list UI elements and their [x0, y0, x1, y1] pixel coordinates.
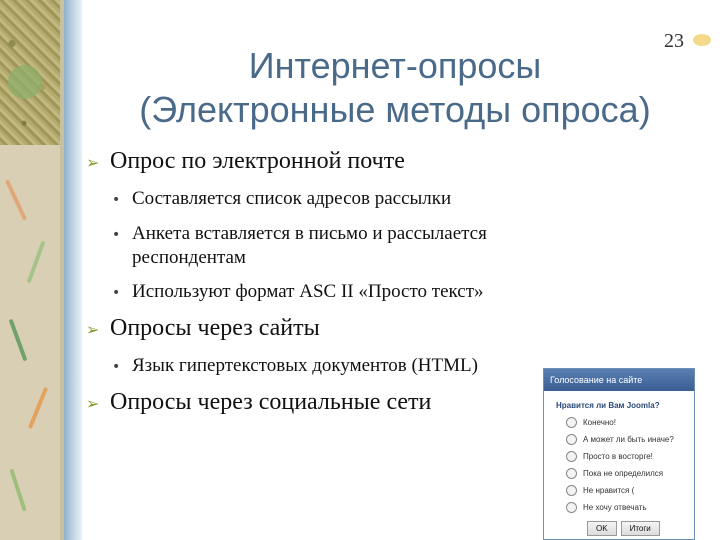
poll-option[interactable] — [544, 448, 694, 465]
section-heading — [86, 315, 666, 342]
slide-number: 23 — [664, 30, 684, 52]
poll-option[interactable] — [544, 499, 694, 516]
section-heading-text: Опрос по электронной почте — [110, 148, 405, 174]
decorative-line — [5, 179, 27, 221]
arrow-right-icon: ➢ — [86, 394, 100, 413]
decorative-circle — [8, 65, 42, 99]
results-button[interactable]: Итоги — [621, 521, 660, 536]
decorative-gradient-stripe — [64, 0, 82, 540]
ok-button[interactable]: OK — [587, 521, 617, 536]
section-heading-text: Опросы через сайты — [110, 315, 320, 341]
poll-option[interactable] — [544, 414, 694, 431]
poll-option[interactable] — [544, 482, 694, 499]
list-item-text: Используют формат ASC II «Просто текст» — [132, 281, 484, 302]
bullet-icon: • — [112, 192, 121, 208]
poll-option[interactable] — [544, 431, 694, 448]
list-item — [112, 187, 666, 212]
bullet-icon: • — [112, 359, 121, 375]
poll-option-label: Не хочу отвечать — [583, 503, 647, 512]
radio-button[interactable] — [566, 451, 577, 462]
decorative-line — [27, 241, 46, 284]
slide-title — [100, 44, 690, 132]
decorative-line — [9, 468, 26, 511]
poll-option-label: Пока не определился — [583, 469, 664, 478]
poll-option-label: Конечно! — [583, 418, 616, 427]
poll-question: Нравится ли Вам Joomla? — [556, 401, 660, 410]
bullet-icon: • — [112, 227, 121, 243]
list-item-text: Составляется список адресов рассылки — [132, 188, 452, 209]
arrow-right-icon: ➢ — [86, 320, 100, 339]
poll-buttons — [544, 516, 694, 536]
title-line-2: (Электронные методы опроса) — [139, 89, 651, 130]
radio-button[interactable] — [566, 485, 577, 496]
decorative-side-band — [0, 0, 60, 540]
poll-option-label: Просто в восторге! — [583, 452, 653, 461]
bullet-icon: • — [112, 285, 121, 301]
section-heading — [86, 148, 666, 175]
decorative-line — [28, 387, 48, 429]
decorative-line — [9, 319, 28, 362]
list-item — [112, 222, 666, 270]
list-item — [112, 280, 666, 305]
radio-button[interactable] — [566, 434, 577, 445]
poll-widget — [543, 368, 695, 540]
radio-button[interactable] — [566, 468, 577, 479]
section-heading-text: Опросы через социальные сети — [110, 389, 432, 415]
decorative-dot — [693, 34, 711, 46]
list-item-text: Язык гипертекстовых документов (HTML) — [132, 355, 478, 376]
poll-header: Голосование на сайте — [544, 369, 694, 391]
title-line-1: Интернет-опросы — [248, 45, 542, 86]
radio-button[interactable] — [566, 417, 577, 428]
poll-option-label: А может ли быть иначе? — [583, 435, 674, 444]
poll-option[interactable] — [544, 465, 694, 482]
list-item-text: Анкета вставляется в письмо и рассылается респондентам — [132, 223, 487, 268]
arrow-right-icon: ➢ — [86, 153, 100, 172]
poll-option-label: Не нравится ( — [583, 486, 635, 495]
radio-button[interactable] — [566, 502, 577, 513]
